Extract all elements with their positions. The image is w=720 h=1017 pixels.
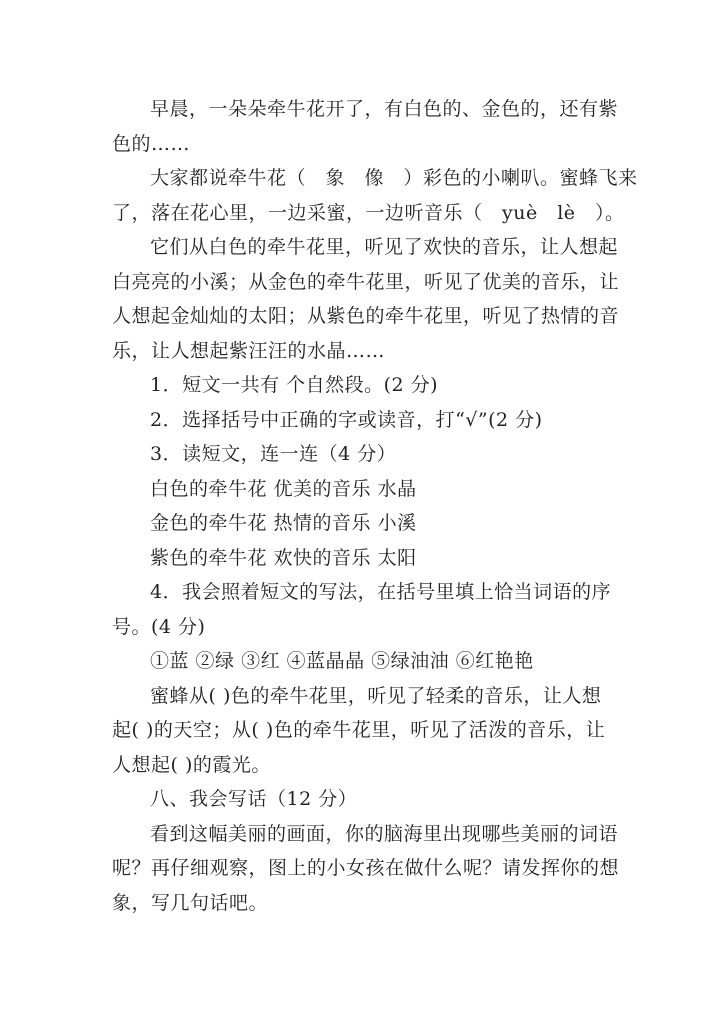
section-8-body-line-1: 看到这幅美丽的画面，你的脑海里出现哪些美丽的词语 xyxy=(150,822,619,845)
document-page xyxy=(112,92,638,920)
paragraph-3-line-2: 白亮亮的小溪；从金色的牵牛花里，听见了优美的音乐，让 xyxy=(112,270,620,293)
paragraph-2-line-2: 了，落在花心里，一边采蜜，一边听音乐（ yuè lè ）。 xyxy=(112,201,625,224)
match-row-1: 白色的牵牛花 优美的音乐 水晶 xyxy=(150,477,417,500)
match-row-2: 金色的牵牛花 热情的音乐 小溪 xyxy=(150,512,417,534)
fill-paragraph-line-1: 蜜蜂从( )色的牵牛花里，听见了轻柔的音乐，让人想 xyxy=(150,684,602,707)
paragraph-2-line-1: 大家都说牵牛花（ 象 像 ）彩色的小喇叭。蜜蜂飞来 xyxy=(150,167,638,189)
section-8-body-line-3: 象，写几句话吧。 xyxy=(112,891,269,914)
question-4-line-1: 4．我会照着短文的写法，在括号里填上恰当词语的序 xyxy=(150,581,612,603)
fill-paragraph-line-2: 起( )的天空；从( )色的牵牛花里，听见了活泼的音乐，让 xyxy=(112,719,606,741)
paragraph-1-line-1: 早晨，一朵朵牵牛花开了，有白色的、金色的，还有紫 xyxy=(150,98,619,120)
question-4-line-2: 号。(4 分) xyxy=(112,615,206,638)
section-8-title: 八、我会写话（12 分） xyxy=(150,788,358,810)
paragraph-3-line-3: 人想起金灿灿的太阳；从紫色的牵牛花里，听见了热情的音 xyxy=(112,305,620,327)
question-3: 3．读短文，连一连（4 分） xyxy=(150,443,397,465)
fill-paragraph-line-3: 人想起( )的霞光。 xyxy=(112,753,271,776)
match-row-3: 紫色的牵牛花 欢快的音乐 太阳 xyxy=(150,546,417,569)
question-1: 1．短文一共有 个自然段。(2 分) xyxy=(150,374,439,396)
word-options: ①蓝 ②绿 ③红 ④蓝晶晶 ⑤绿油油 ⑥红艳艳 xyxy=(150,650,534,672)
question-2: 2．选择括号中正确的字或读音，打“√”(2 分) xyxy=(150,408,543,431)
paragraph-3-line-1: 它们从白色的牵牛花里，听见了欢快的音乐，让人想起 xyxy=(150,236,619,258)
section-8-body-line-2: 呢？再仔细观察，图上的小女孩在做什么呢？请发挥你的想 xyxy=(112,857,620,879)
paragraph-3-line-4: 乐，让人想起紫汪汪的水晶…… xyxy=(112,339,386,362)
paragraph-1-line-2: 色的…… xyxy=(112,132,191,155)
